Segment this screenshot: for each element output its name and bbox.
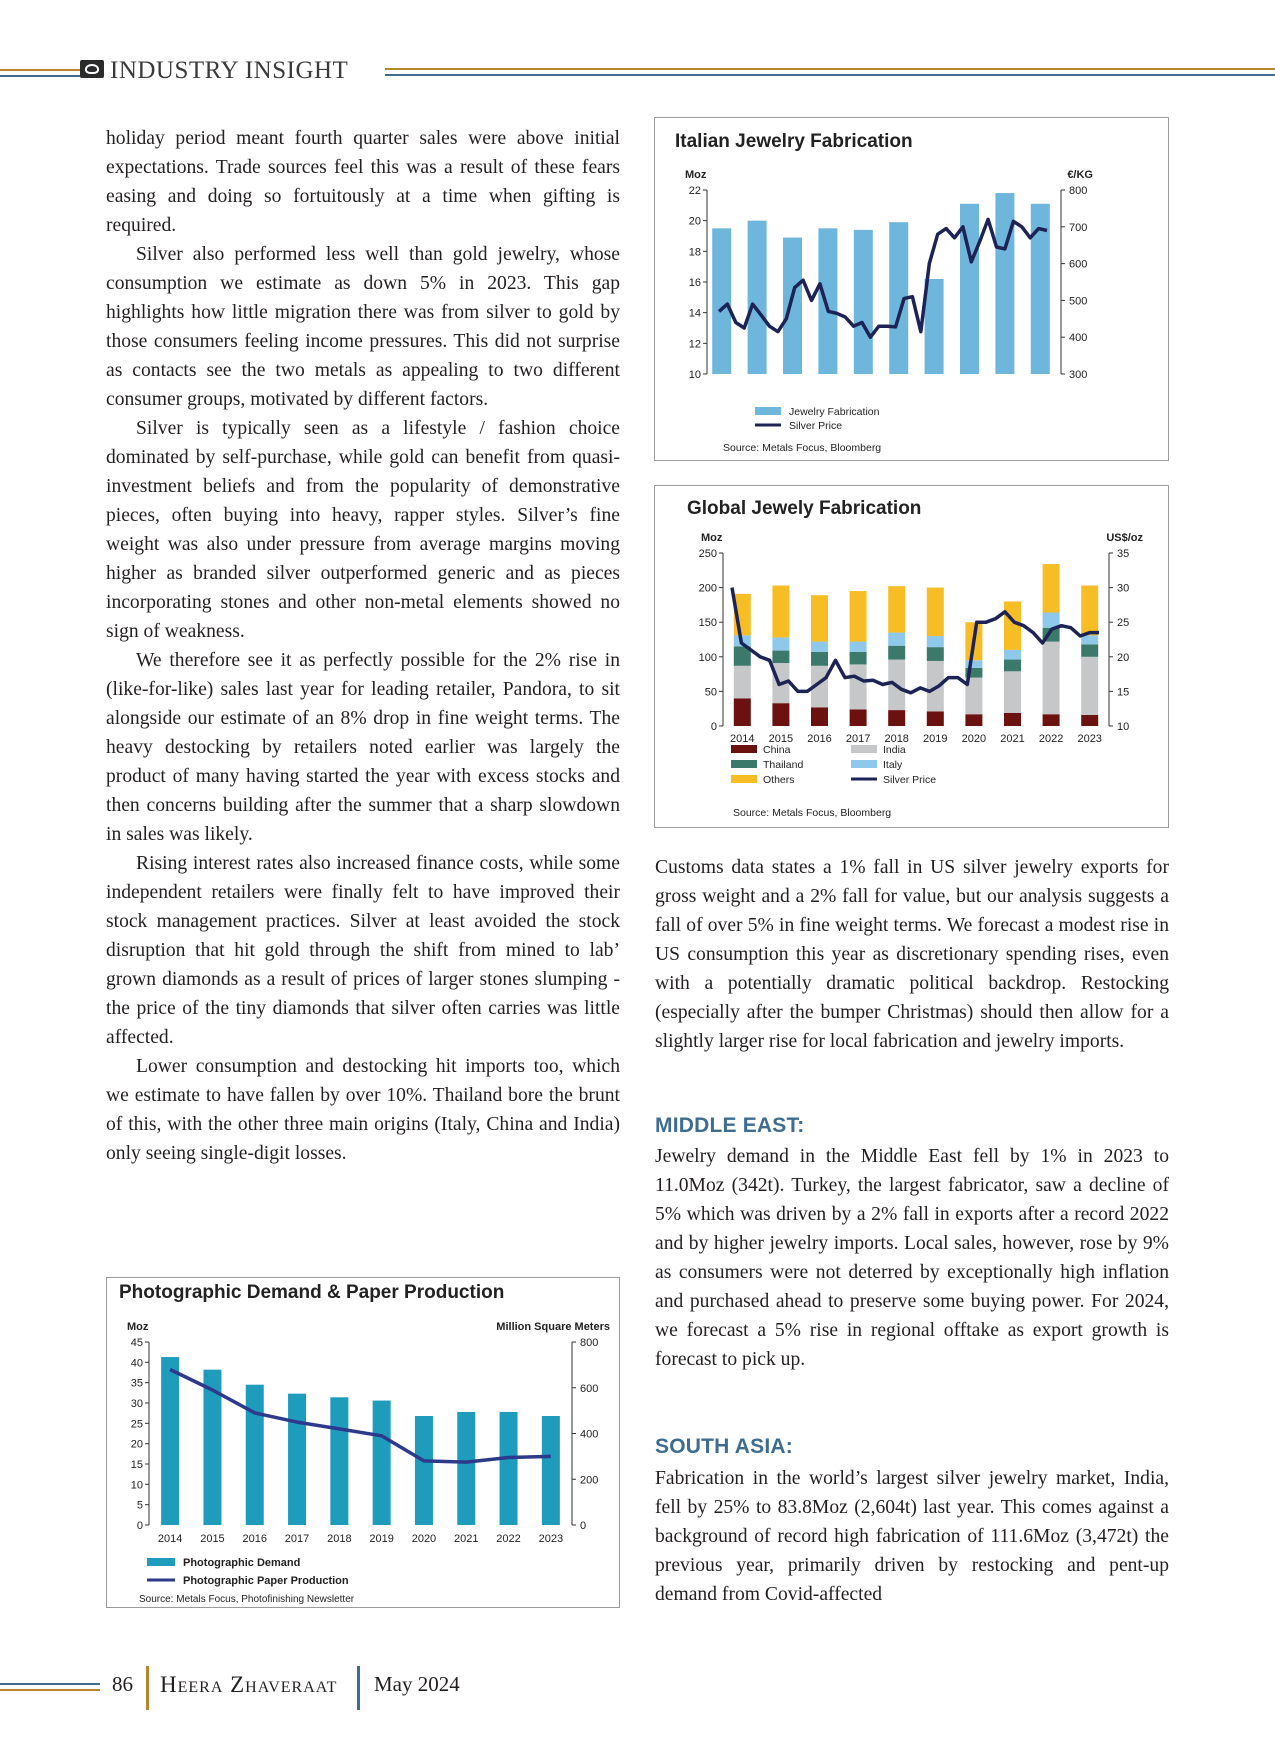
right-tick-label: 35 [1117, 548, 1130, 560]
photographic-demand-chart [106, 1277, 620, 1608]
right-tick-label: 20 [1117, 651, 1130, 664]
x-tick-label: 2019 [369, 1533, 394, 1545]
left-tick-label: 10 [130, 1479, 143, 1492]
italian-jewelry-chart [654, 117, 1169, 461]
left-axis-label: Moz [685, 169, 707, 181]
bar-segment-china [772, 703, 789, 726]
left-tick-label: 15 [130, 1459, 143, 1471]
bar-segment-china [1043, 714, 1060, 726]
left-tick-label: 30 [130, 1398, 143, 1410]
x-tick-label: 2022 [1038, 733, 1064, 745]
left-tick-label: 10 [688, 369, 701, 381]
legend-swatch [731, 745, 757, 753]
south-asia-heading: SOUTH ASIA: [655, 1435, 793, 1458]
left-tick-label: 18 [688, 246, 701, 259]
bar-segment-thailand [1004, 660, 1021, 672]
footer-divider [146, 1666, 149, 1710]
bar-segment-india [734, 666, 751, 699]
jewelry-fabrication-bar [748, 221, 767, 374]
legend-label: Photographic Paper Production [183, 1575, 349, 1587]
middle-east-text [655, 1142, 1169, 1374]
right-tick-label: 10 [1117, 721, 1130, 733]
left-tick-label: 200 [698, 582, 717, 595]
paragraph: Jewelry demand in the Middle East fell by 1% in 2023 to 11.0Moz (342t). Turkey, the largest fabricator, saw a decline of 5% which was driven by a 2% fall in exports after a record 2022 and by higher jewelry imports. Local sales, however, rose by 9% as consumers were not deterred by exceptionally high inflation and purchased ahead to preserve some buying power. For 2024, we forecast a 5% rise in regional offtake as export growth is forecast to pick up. [655, 1146, 1169, 1370]
photographic-demand-bar [161, 1357, 179, 1525]
right-tick-label: 15 [1117, 686, 1130, 699]
bar-segment-china [811, 707, 828, 726]
paragraph: Lower consumption and destocking hit imports too, which we estimate to have fallen by over 10%. Thailand bore the brunt of this, with the other three main origins (Italy, China and India) only seeing single-digit losses. [106, 1056, 620, 1164]
legend-label: China [763, 744, 791, 756]
x-tick-label: 2015 [768, 733, 794, 745]
chart-source: Source: Metals Focus, Bloomberg [733, 807, 892, 819]
magazine-name: Heera Zhaveraat [160, 1672, 338, 1697]
left-tick-label: 100 [698, 651, 717, 664]
legend-label: Thailand [763, 759, 804, 771]
legend-label: India [883, 744, 906, 756]
legend-label: Jewelry Fabrication [789, 406, 880, 418]
photographic-demand-bar [500, 1412, 518, 1525]
x-tick-label: 2023 [1077, 733, 1102, 745]
bar-segment-italy [811, 642, 828, 652]
middle-east-heading: MIDDLE EAST: [655, 1114, 805, 1137]
bar-segment-india [1004, 671, 1021, 713]
left-tick-label: 0 [710, 721, 717, 733]
photographic-demand-bar [246, 1385, 264, 1525]
bar-segment-china [850, 709, 867, 726]
bar-segment-thailand [811, 652, 828, 666]
bar-segment-india [850, 664, 867, 709]
right-tick-label: 700 [1069, 221, 1088, 234]
bar-segment-italy [1004, 650, 1021, 660]
header-rule-blue-left [0, 75, 80, 77]
bar-segment-others [772, 586, 789, 638]
footer-divider [357, 1666, 360, 1710]
bar-segment-thailand [888, 646, 905, 660]
right-tick-label: 25 [1117, 617, 1130, 630]
left-tick-label: 45 [130, 1337, 143, 1349]
legend-swatch [147, 1558, 175, 1566]
right-tick-label: 600 [1069, 258, 1088, 271]
legend-label: Others [763, 774, 795, 786]
bar-segment-others [888, 586, 905, 632]
global-jewelry-chart [654, 485, 1169, 828]
left-tick-label: 5 [136, 1499, 143, 1512]
left-tick-label: 150 [698, 617, 717, 630]
italian-chart-svg [655, 118, 1168, 460]
chart-title: Photographic Demand & Paper Production [119, 1282, 505, 1303]
photographic-demand-bar [542, 1416, 560, 1525]
legend-swatch [851, 745, 877, 753]
x-tick-label: 2020 [961, 733, 987, 745]
x-tick-label: 2017 [845, 733, 871, 745]
footer-rule-gold [0, 1689, 100, 1691]
bar-segment-others [1004, 601, 1021, 649]
chart-source: Source: Metals Focus, Photofinishing Newsletter [139, 1594, 355, 1605]
left-tick-label: 25 [130, 1418, 143, 1431]
bar-segment-others [927, 588, 944, 636]
x-tick-label: 2021 [1000, 733, 1025, 745]
jewelry-fabrication-bar [854, 230, 873, 374]
logo-icon [80, 60, 104, 78]
header-rule-gold-right [385, 68, 1275, 70]
global-chart-svg [655, 486, 1168, 827]
right-tick-label: 300 [1069, 369, 1088, 381]
paragraph: holiday period meant fourth quarter sales were above initial expectations. Trade sources feel this was a result of these fears easing and doing so fortuitously at a time when gifting is required. [106, 128, 620, 236]
left-tick-label: 35 [130, 1377, 143, 1390]
bar-segment-thailand [927, 647, 944, 661]
right-tick-label: 800 [580, 1337, 599, 1349]
bar-segment-others [850, 591, 867, 642]
left-tick-label: 20 [130, 1438, 143, 1451]
left-tick-label: 20 [688, 215, 701, 228]
right-axis-label: €/KG [1067, 169, 1093, 181]
bar-segment-italy [965, 660, 982, 668]
x-tick-label: 2015 [200, 1533, 225, 1545]
right-axis-label: Million Square Meters [496, 1321, 610, 1333]
jewelry-fabrication-bar [925, 279, 944, 374]
x-tick-label: 2014 [730, 733, 755, 745]
left-tick-label: 0 [136, 1520, 143, 1532]
left-axis-label: Moz [127, 1321, 149, 1333]
bar-segment-italy [927, 636, 944, 647]
right-tick-label: 600 [580, 1382, 599, 1395]
photographic-demand-bar [415, 1416, 433, 1525]
x-tick-label: 2017 [284, 1533, 310, 1545]
photographic-demand-bar [373, 1401, 391, 1525]
paragraph: Silver also performed less well than gold jewelry, whose consumption we estimate as down 5% in 2023. This gap highlights how little migration there was from silver to gold by those consumers feeling income pressures. This did not surprise as contacts see the two metals as appealing to two different consumer groups, motivated by different factors. [106, 244, 620, 410]
legend-label: Italy [883, 759, 903, 771]
left-tick-label: 12 [688, 338, 701, 351]
bar-segment-china [927, 711, 944, 726]
left-tick-label: 250 [698, 548, 717, 560]
right-tick-label: 400 [1069, 332, 1088, 345]
photographic-demand-bar [457, 1412, 475, 1525]
bar-segment-thailand [850, 652, 867, 664]
x-tick-label: 2016 [807, 733, 832, 745]
left-tick-label: 22 [688, 185, 701, 197]
bar-segment-italy [772, 637, 789, 650]
bar-segment-india [1043, 642, 1060, 715]
legend-label: Photographic Demand [183, 1557, 301, 1569]
paper-production-line [170, 1370, 551, 1463]
paragraph: Rising interest rates also increased finance costs, while some independent retailers were finally felt to have improved their stock management practices. Silver at least avoided the stock disruption that hit gold through the shift from mined to lab’ grown diamonds as a result of prices of larger stones slumping - the price of the tiny diamonds that silver often carries was little affected. [106, 853, 620, 1048]
paragraph: Fabrication in the world’s largest silver jewelry market, India, fell by 25% to 83.8Moz (2,604t) last year. This comes against a background of record high fabrication of 111.6Moz (3,472t) the previous year, primarily driven by restocking and pent-up demand from Covid-affected [655, 1468, 1169, 1605]
bar-segment-china [888, 710, 905, 726]
bar-segment-italy [850, 642, 867, 652]
left-tick-label: 40 [130, 1357, 143, 1370]
x-tick-label: 2021 [454, 1533, 479, 1545]
page-number: 86 [112, 1672, 133, 1696]
legend-swatch [851, 760, 877, 768]
left-axis-label: Moz [701, 532, 723, 544]
left-tick-label: 50 [704, 686, 717, 699]
bar-segment-thailand [772, 651, 789, 663]
photographic-demand-bar [288, 1394, 306, 1525]
x-tick-label: 2022 [496, 1533, 521, 1545]
header-rule-gold-left [0, 69, 80, 71]
x-tick-label: 2016 [242, 1533, 267, 1545]
photographic-demand-bar [330, 1397, 348, 1525]
section-title: INDUSTRY INSIGHT [110, 57, 349, 84]
bar-segment-india [1081, 657, 1098, 715]
bar-segment-others [811, 595, 828, 641]
right-tick-label: 400 [580, 1428, 599, 1441]
legend-swatch [731, 760, 757, 768]
chart-source: Source: Metals Focus, Bloomberg [723, 442, 882, 454]
x-tick-label: 2019 [923, 733, 948, 745]
jewelry-fabrication-bar [712, 228, 731, 374]
bar-segment-china [965, 714, 982, 726]
issue-date: May 2024 [374, 1672, 460, 1696]
x-tick-label: 2014 [157, 1533, 183, 1545]
legend-label: Silver Price [883, 774, 937, 786]
x-tick-label: 2020 [411, 1533, 437, 1545]
bar-segment-china [734, 698, 751, 726]
paragraph: Customs data states a 1% fall in US silver jewelry exports for gross weight and a 2% fall for value, but our analysis suggests a fall of over 5% in fine weight terms. We forecast a modest rise in US consumption this year as discretionary spending rises, even with a potentially dramatic political backdrop. Restocking (especially after the bumper Christmas) should then allow for a slightly larger rise for local fabrication and jewelry imports. [655, 857, 1169, 1052]
paragraph: Silver is typically seen as a lifestyle / fashion choice dominated by self-purchase, while gold can benefit from quasi-investment beliefs and from the popularity of demonstrative pieces, often buying into heavy, rapper styles. Silver’s fine weight was also under pressure from average margins moving higher as branded silver outperformed generic and as pieces incorporating stones and other non-metal elements showed no sign of weakness. [106, 418, 620, 642]
footer-rule-blue [0, 1683, 100, 1685]
left-tick-label: 14 [688, 307, 701, 320]
left-tick-label: 16 [688, 277, 701, 289]
right-axis-label: US$/oz [1106, 532, 1143, 544]
chart-title: Italian Jewelry Fabrication [675, 131, 913, 152]
bar-segment-china [1081, 715, 1098, 726]
south-asia-text [655, 1464, 1169, 1609]
x-tick-label: 2018 [327, 1533, 352, 1545]
bar-segment-others [1081, 586, 1098, 636]
right-tick-label: 30 [1117, 582, 1130, 595]
right-tick-label: 500 [1069, 295, 1088, 308]
bar-segment-thailand [1081, 644, 1098, 656]
left-column-text [106, 124, 620, 1168]
photo-chart-svg [107, 1278, 619, 1607]
header-rule-blue-right [385, 74, 1275, 76]
right-tick-label: 200 [580, 1474, 599, 1487]
bar-segment-italy [888, 633, 905, 646]
jewelry-fabrication-bar [995, 193, 1014, 374]
jewelry-fabrication-bar [783, 238, 802, 374]
x-tick-label: 2023 [538, 1533, 564, 1545]
right-tick-label: 800 [1069, 185, 1088, 197]
bar-segment-others [1043, 564, 1060, 612]
x-tick-label: 2018 [884, 733, 909, 745]
right-tick-label: 0 [580, 1520, 587, 1532]
bar-segment-italy [1081, 635, 1098, 644]
jewelry-fabrication-bar [818, 228, 837, 374]
legend-swatch [755, 407, 781, 415]
right-column-text [655, 853, 1169, 1056]
bar-segment-china [1004, 713, 1021, 726]
paragraph: We therefore see it as perfectly possible for the 2% rise in (like-for-like) sales last year for leading retailer, Pandora, to sit alongside our estimate of an 8% drop in fine weight terms. The heavy destocking by retailers noted earlier was largely the product of many having started the year with excess stocks and then concerns building after the summer that a sharp slowdown in sales was likely. [106, 650, 620, 845]
chart-title: Global Jewely Fabrication [687, 498, 922, 519]
legend-swatch [731, 775, 757, 783]
legend-label: Silver Price [789, 420, 843, 432]
